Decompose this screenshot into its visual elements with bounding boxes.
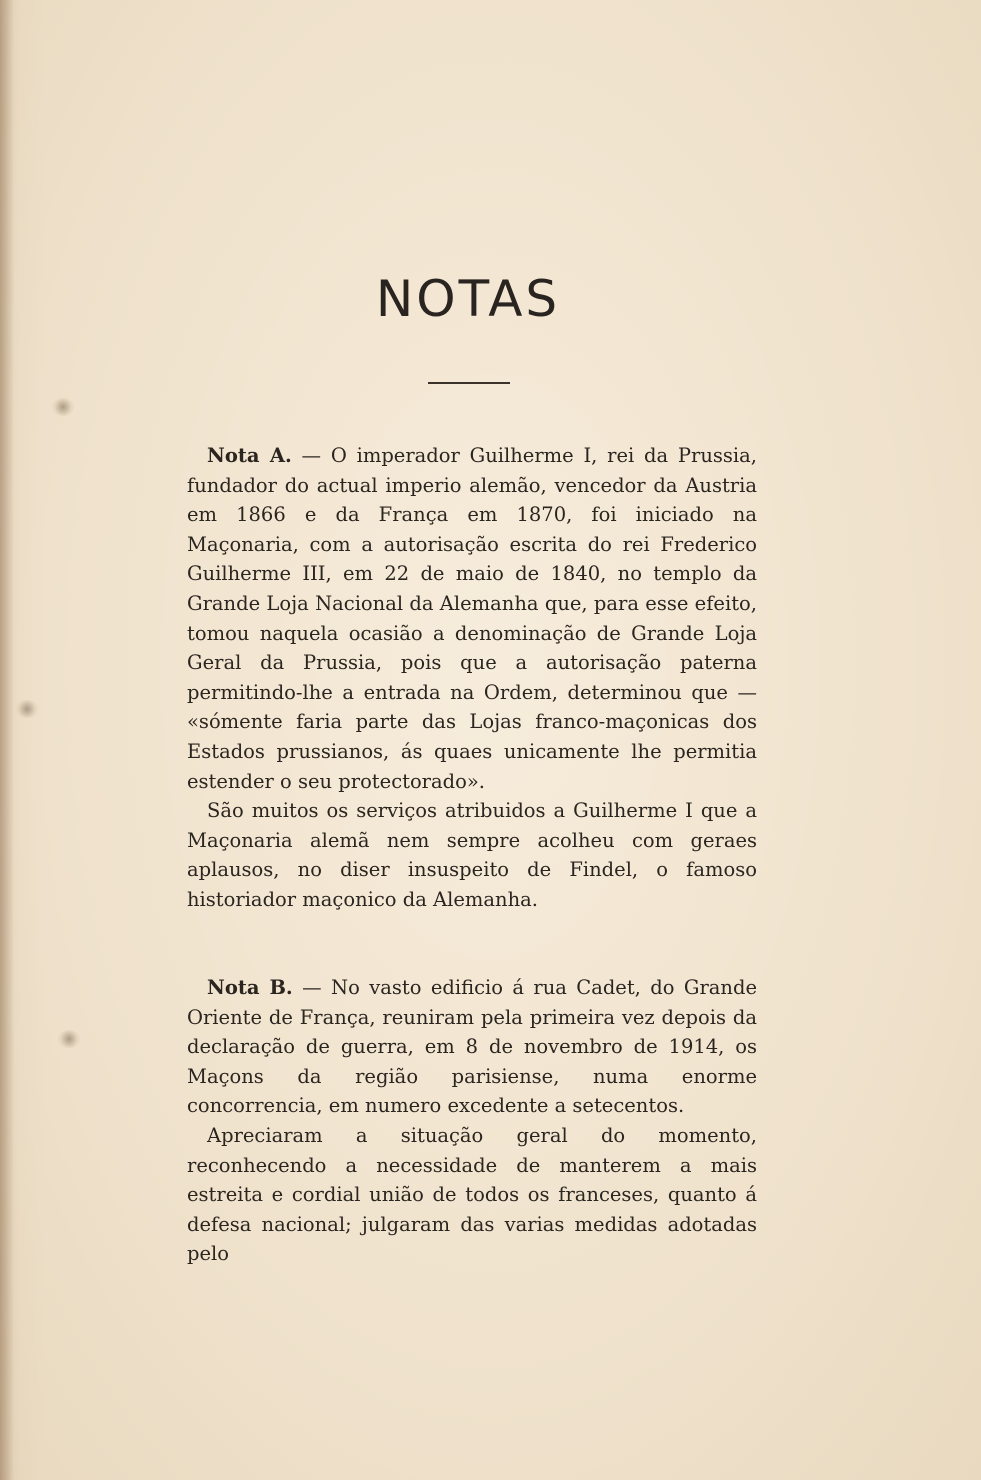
note-b-paragraph-1 <box>187 973 757 1121</box>
binding-hole <box>58 1030 80 1048</box>
title-divider <box>428 382 510 384</box>
note-a-paragraph-2: São muitos os serviços atribuidos a Guilherme I que a Maçonaria alemã nem sempre acolheu com geraes aplausos, no diser insuspeito de Findel, o famoso historiador maçonico da Alemanha. <box>187 799 757 911</box>
note-b-text-1: — No vasto edificio á rua Cadet, do Grande Oriente de França, reuniram pela primeira vez depois da declaração de guerra, em 8 de novembro de 1914, os Maçons da região parisiense, numa enorme concorrencia, em numero excedente a setecentos. <box>187 976 757 1118</box>
page-title: NOTAS <box>375 270 561 328</box>
note-a-label: Nota A. <box>207 444 292 467</box>
note-a <box>187 441 757 915</box>
note-b-label: Nota B. <box>207 976 293 999</box>
binding-hole <box>52 398 74 416</box>
note-b-paragraph-2: Apreciaram a situação geral do momento, reconhecendo a necessidade de manterem a mais estreita e cordial união de todos os franceses, quanto á defesa nacional; julgaram das varias medidas adotadas pelo <box>187 1123 757 1266</box>
note-a-paragraph-1 <box>187 441 757 796</box>
page-edge-shadow <box>0 0 14 1480</box>
note-a-text-1: — O imperador Guilherme I, rei da Prussia, fundador do actual imperio alemão, vencedor da Austria em 1866 e da França em 1870, foi iniciado na Maçonaria, com a autorisação escrita do rei Frederico Guilherme III, em 22 de maio de 1840, no templo da Grande Loja Nacional da Alemanha que, para esse efeito, tomou naquela ocasião a denominação de Grande Loja Geral da Prussia, pois que a autorisação paterna permitindo-lhe a entrada na Ordem, determinou que — «sómente faria parte das Lojas franco-maçonicas dos Estados prussianos, ás quaes unicamente lhe permitia estender o seu protectorado». <box>187 444 757 793</box>
note-b <box>187 973 757 1269</box>
binding-hole <box>16 700 38 718</box>
